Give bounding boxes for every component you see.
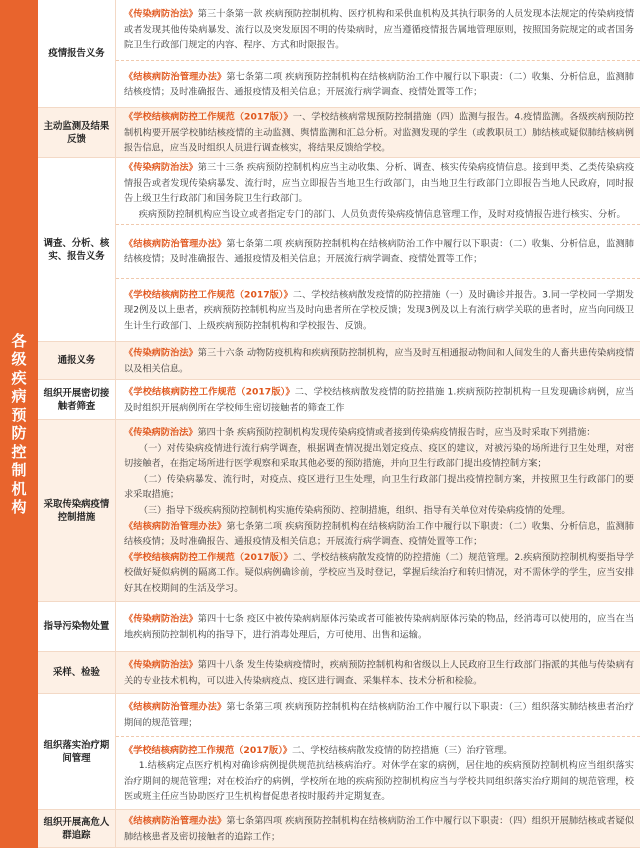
regulation-text: 二、学校结核病散发疫情的防控措施（三）治疗管理。 — [291, 744, 513, 756]
table-row — [38, 602, 640, 652]
table-row — [38, 380, 640, 420]
regulation-source: 《学校结核病防控工作规范（2017版）》 — [124, 386, 295, 398]
table-row — [38, 0, 640, 108]
regulation-paragraph — [124, 384, 634, 415]
row-content — [116, 342, 640, 379]
regulation-paragraph — [124, 611, 634, 642]
regulation-text: 第七条第二项 疾病预防控制机构在结核病防治工作中履行以下职责：（二）收集、分析信息，监测肺结核疫情；及时准确报告、通报疫情及相关信息；开展流行病学调查、疫情处置等工作； — [124, 520, 634, 548]
table-row — [38, 342, 640, 380]
regulation-text: 二、学校结核病散发疫情的防控措施（二）规范管理。2.疾病预防控制机构要指导学校做好疑似病例的隔离工作。疑似病例确诊前，学校应当及时登记，掌握后续治疗和转归情况，对不需休学的学生，应当安排好其在校期间的生活及学习。 — [124, 551, 634, 595]
regulation-text: （二）传染病暴发、流行时，对疫点、疫区进行卫生处理，向卫生行政部门提出疫情控制方案，并按照卫生行政部门的要求采取措施； — [124, 474, 634, 501]
row-content — [116, 652, 640, 693]
regulation-source: 《传染病防治法》 — [124, 161, 198, 173]
regulation-source: 《学校结核病防控工作规范（2017版）》 — [124, 111, 293, 123]
content-block — [116, 736, 640, 810]
table-row — [38, 810, 640, 848]
row-category: 组织开展高危人群追踪 — [38, 810, 116, 847]
table-body — [38, 0, 640, 848]
regulation-paragraph — [124, 425, 634, 441]
regulation-text: 一、学校结核病常规预防控制措施（四）监测与报告。4.疫情监测。各级疾病预防控制机构要开展学校肺结核疫情的主动监测、舆情监测和汇总分析。对监测发现的学生（或教职员工）肺结核或疑似肺结核病例报告信息，应当及时组织人员进行调查核实，将结果反馈给学校。 — [124, 111, 634, 154]
regulation-paragraph — [124, 699, 634, 730]
regulation-source: 《传染病防治法》 — [124, 347, 198, 359]
regulation-source: 《结核病防治管理办法》 — [124, 520, 227, 532]
content-block — [116, 0, 640, 60]
row-category: 通报义务 — [38, 342, 116, 379]
regulation-paragraph — [124, 287, 634, 334]
row-content — [116, 380, 640, 419]
regulation-paragraph — [124, 813, 634, 844]
side-category-label: 各级疾病预防控制机构 — [11, 331, 27, 516]
content-block — [116, 342, 640, 380]
row-category: 采样、检验 — [38, 652, 116, 693]
content-block — [116, 278, 640, 342]
row-content — [116, 108, 640, 157]
row-content — [116, 420, 640, 601]
row-category: 疫情报告义务 — [38, 0, 116, 107]
regulation-text: 第七条第二项 疾病预防控制机构在结核病防治工作中履行以下职责：（二）收集、分析信息，监测肺结核疫情；及时准确报告、通报疫情及相关信息；开展流行病学调查、疫情处置等工作； — [124, 70, 634, 98]
content-block — [116, 158, 640, 224]
content-block — [116, 810, 640, 848]
regulation-paragraph — [124, 69, 634, 100]
row-category: 组织开展密切接触者筛查 — [38, 380, 116, 419]
regulation-text: 第七条第三项 疾病预防控制机构在结核病防治工作中履行以下职责：（三）组织落实肺结核患者治疗期间的规范管理； — [124, 701, 634, 728]
regulation-paragraph — [124, 550, 634, 597]
row-category: 调查、分析、核实、报告义务 — [38, 158, 116, 341]
row-content — [116, 602, 640, 651]
regulation-paragraph — [124, 110, 634, 157]
regulation-paragraph — [124, 657, 634, 688]
regulation-text: 二、学校结核病散发疫情的防控措施 1.疾病预防控制机构一旦发现确诊病例，应当及时组织开展病例所在学校师生密切接触者的筛查工作 — [124, 386, 634, 413]
row-content — [116, 158, 640, 341]
content-block — [116, 60, 640, 108]
regulation-paragraph — [124, 472, 634, 503]
row-category: 组织落实治疗期间管理 — [38, 694, 116, 809]
content-block — [116, 224, 640, 278]
side-category-bar — [0, 0, 38, 848]
regulation-paragraph — [124, 236, 634, 267]
regulation-source: 《学校结核病防控工作规范（2017版）》 — [124, 551, 293, 563]
regulation-source: 《传染病防治法》 — [124, 613, 198, 625]
regulation-source: 《学校结核病防控工作规范（2017版）》 — [124, 744, 292, 756]
regulation-source: 《学校结核病防控工作规范（2017版）》 — [124, 289, 293, 301]
content-block — [116, 694, 640, 736]
regulation-text: 疾病预防控制机构应当设立或者指定专门的部门、人员负责传染病疫情信息管理工作，及时对疫情报告进行核实、分析。 — [138, 208, 626, 220]
regulation-text: 第四十八条 发生传染病疫情时，疾病预防控制机构和省级以上人民政府卫生行政部门指派的其他与传染病有关的专业技术机构，可以进入传染病疫点、疫区进行调查、采集样本、技术分析和检验。 — [124, 659, 635, 686]
regulation-source: 《结核病防治管理办法》 — [124, 70, 227, 82]
regulation-source: 《结核病防治管理办法》 — [124, 237, 227, 249]
content-block — [116, 380, 640, 420]
regulation-paragraph — [124, 519, 634, 550]
regulation-paragraph — [124, 503, 634, 519]
regulation-text: 第七条第二项 疾病预防控制机构在结核病防治工作中履行以下职责：（二）收集、分析信息，监测肺结核疫情；及时准确报告、通报疫情及相关信息；开展流行病学调查、疫情处置等工作； — [124, 237, 634, 265]
row-category: 主动监测及结果反馈 — [38, 108, 116, 157]
regulation-text: 第三十三条 疾病预防控制机构应当主动收集、分析、调查、核实传染病疫情信息。接到甲类、乙类传染病疫情报告或者发现传染病暴发、流行时，应当立即报告当地卫生行政部门，由当地卫生行政部门立即报告当地人民政府，同时报告上级卫生行政部门和国务院卫生行政部门。 — [124, 161, 635, 204]
regulation-text: 第四十七条 疫区中被传染病病原体污染或者可能被传染病病原体污染的物品，经消毒可以使用的，应当在当地疾病预防控制机构的指导下，进行消毒处理后，方可使用、出售和运输。 — [124, 613, 635, 640]
regulation-text: 第三十六条 动物防疫机构和疾病预防控制机构，应当及时互相通报动物间和人间发生的人畜共患传染病疫情以及相关信息。 — [124, 347, 635, 374]
row-content — [116, 694, 640, 809]
table-row — [38, 158, 640, 342]
regulation-paragraph — [124, 160, 634, 207]
regulation-paragraph — [124, 441, 634, 472]
content-block — [116, 420, 640, 602]
table-row — [38, 652, 640, 694]
table-row — [38, 694, 640, 810]
content-block — [116, 652, 640, 694]
table-row — [38, 420, 640, 602]
regulation-text: 1.结核病定点医疗机构对确诊病例提供规范抗结核病治疗。对休学在家的病例，居住地的疾病预防控制机构应当组织落实治疗期间的规范管理；对在校治疗的病例，学校所在地的疾病预防控制机构应当与学校共同组织落实治疗期间的规范管理，校医或班主任应当协助医疗卫生机构督促患者按时服药并定期复查。 — [124, 759, 634, 803]
regulation-source: 《结核病防治管理办法》 — [124, 815, 227, 827]
regulation-text: 第四十条 疾病预防控制机构发现传染病疫情或者接到传染病疫情报告时，应当及时采取下列措施： — [197, 427, 596, 439]
regulation-text: 二、学校结核病散发疫情的防控措施（一）及时确诊并报告。3.同一学校同一学期发现2例及以上患者，疾病预防控制机构应当及时向患者所在学校反馈；发现3例及以上有流行病学关联的患者时，应当向同级卫生计生行政部门、上级疾病预防控制机构和学校报告、反馈。 — [124, 289, 634, 332]
content-block — [116, 108, 640, 158]
row-content — [116, 0, 640, 107]
regulation-text: （一）对传染病疫情进行流行病学调查，根据调查情况提出划定疫点、疫区的建议，对被污染的场所进行卫生处理，对密切接触者，在指定场所进行医学观察和采取其他必要的预防措施，并向卫生行政部门提出疫情控制方案； — [124, 442, 634, 470]
regulation-paragraph — [124, 207, 634, 223]
regulation-source: 《传染病防治法》 — [124, 8, 198, 20]
regulation-paragraph — [124, 758, 634, 805]
table-row — [38, 108, 640, 158]
regulation-paragraph — [124, 345, 634, 376]
regulation-source: 《结核病防治管理办法》 — [124, 701, 227, 713]
regulation-source: 《传染病防治法》 — [124, 427, 198, 439]
content-block — [116, 602, 640, 652]
row-content — [116, 810, 640, 847]
regulation-text: 第三十条第一款 疾病预防控制机构、医疗机构和采供血机构及其执行职务的人员发现本法规定的传染病疫情或者发现其他传染病暴发、流行以及突发原因不明的传染病时，应当遵循疫情报告属地管理原则，按照国务院规定的或者国务院卫生行政部门规定的内容、程序、方式和时限报告。 — [124, 8, 635, 51]
row-category: 采取传染病疫情控制措施 — [38, 420, 116, 601]
regulation-text: 第七条第四项 疾病预防控制机构在结核病防治工作中履行以下职责：（四）组织开展肺结核或者疑似肺结核患者及密切接触者的追踪工作； — [124, 815, 634, 842]
regulation-paragraph — [124, 7, 634, 54]
regulation-text: （三）指导下级疾病预防控制机构实施传染病预防、控制措施，组织、指导有关单位对传染病疫情的处理。 — [138, 505, 571, 517]
row-category: 指导污染物处置 — [38, 602, 116, 651]
regulation-paragraph — [124, 742, 634, 758]
regulation-source: 《传染病防治法》 — [124, 659, 198, 671]
